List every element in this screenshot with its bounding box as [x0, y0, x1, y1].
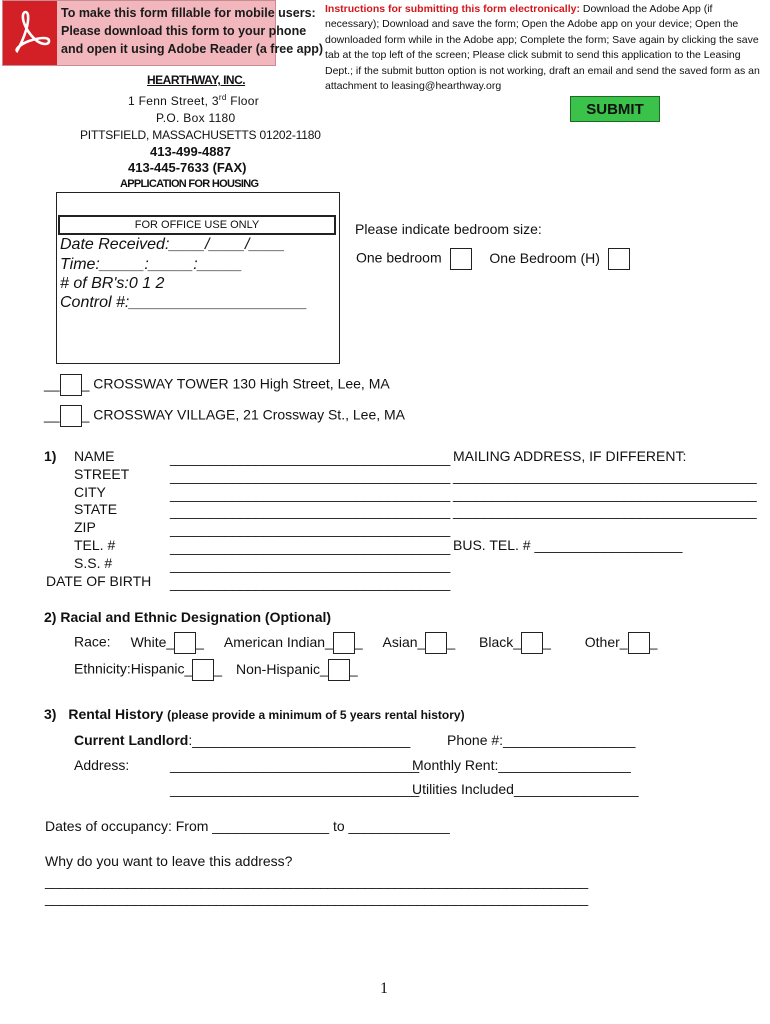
asian-label: Asian	[382, 633, 418, 650]
instructions-heading: Instructions for submitting this form electronically:	[325, 3, 580, 15]
bedroom-one-row	[356, 248, 630, 270]
section-2-title: 2) Racial and Ethnic Designation (Optional)	[44, 609, 332, 625]
org-phone: 413-499-4887	[150, 144, 231, 159]
ethnicity-row	[74, 659, 358, 681]
section-1-number: 1)	[44, 448, 57, 464]
office-date-received: Date Received:____/____/____	[60, 236, 286, 253]
white-checkbox[interactable]	[174, 632, 196, 654]
org-name: HEARTHWAY, INC.	[147, 73, 246, 87]
org-street-sup: rd	[218, 93, 227, 102]
tel-label: TEL. #	[74, 537, 116, 553]
utilities-included-field[interactable]: Utilities Included________________	[412, 781, 639, 797]
instructions-body: Download the Adobe App (if necessary); Download and save the form; Open the Adobe app on your device; Open the downloaded form while in the Adobe app; Complete the form; Save again by clicking the save tab at the top left of the screen; Please click submit to send this application to the Leasing Dept.; if the submit button option is not working, draft an email and send the saved form as an attachment to leasing@hearthway.org	[325, 3, 760, 93]
state-label: STATE	[74, 501, 118, 517]
banner-line: and open it using Adobe Reader (a free app)	[61, 42, 324, 56]
city-field[interactable]: ____________________________________	[170, 486, 451, 502]
race-row	[74, 632, 657, 654]
why-leave-field-1[interactable]: _________________________________________________________________________	[45, 873, 588, 889]
underline: _	[619, 633, 628, 650]
monthly-rent-field[interactable]: Monthly Rent:_________________	[412, 757, 631, 773]
other-checkbox[interactable]	[628, 632, 650, 654]
name-label: NAME	[74, 448, 115, 464]
bedroom-prompt: Please indicate bedroom size:	[355, 221, 542, 237]
rental-history-note: (please provide a minimum of 5 years rental history)	[167, 708, 465, 722]
banner-line: To make this form fillable for mobile users:	[61, 6, 316, 20]
dob-field[interactable]: ____________________________________	[170, 575, 451, 591]
bedroom-one-h-label: One Bedroom (H)	[489, 249, 600, 266]
instructions-text	[325, 2, 765, 94]
one-bedroom-h-checkbox[interactable]	[608, 248, 630, 270]
section-3-number: 3)	[44, 706, 57, 722]
adobe-mobile-banner	[2, 0, 324, 66]
banner-line: Please download this form to your phone	[61, 24, 307, 38]
village-underline: __	[44, 406, 60, 423]
black-label: Black	[479, 633, 514, 650]
black-checkbox[interactable]	[521, 632, 543, 654]
section-3-heading	[44, 706, 465, 722]
tower-underline-trail: _	[81, 375, 94, 392]
tel-field[interactable]: ____________________________________	[170, 539, 451, 555]
property-tower-row	[44, 374, 390, 396]
zip-field[interactable]: ____________________________________	[170, 521, 451, 537]
ss-label: S.S. #	[74, 555, 113, 571]
street-field[interactable]: ____________________________________	[170, 468, 451, 484]
application-title: APPLICATION FOR HOUSING	[120, 178, 259, 190]
underline: _	[354, 633, 363, 650]
bus-tel-field[interactable]: BUS. TEL. # ___________________	[453, 537, 683, 553]
american-indian-label: American Indian	[223, 633, 326, 650]
underline: _	[417, 633, 426, 650]
crossway-tower-label: CROSSWAY TOWER 130 High Street, Lee, MA	[93, 375, 390, 392]
city-label: CITY	[74, 484, 106, 500]
mailing-address-field-1[interactable]: _______________________________________	[453, 468, 757, 484]
org-street	[128, 93, 259, 108]
village-underline-trail: _	[81, 406, 94, 423]
underline: _	[196, 633, 204, 650]
office-brs: # of BR's:0 1 2	[60, 275, 165, 292]
one-bedroom-checkbox[interactable]	[450, 248, 472, 270]
dob-label: DATE OF BIRTH	[46, 573, 152, 589]
ss-field[interactable]: ____________________________________	[170, 557, 451, 573]
org-fax: 413-445-7633 (FAX)	[128, 160, 247, 175]
current-landlord-label: Current Landlord	[74, 732, 189, 748]
tower-underline: __	[44, 375, 60, 392]
landlord-phone-field[interactable]: Phone #:_________________	[447, 732, 636, 748]
banner-text	[61, 4, 323, 58]
underline: _	[649, 633, 658, 650]
office-use-heading: FOR OFFICE USE ONLY	[58, 215, 336, 235]
property-village-row	[44, 405, 405, 427]
underline: _	[214, 660, 223, 677]
underline: _	[543, 633, 551, 650]
why-leave-label: Why do you want to leave this address?	[45, 853, 293, 869]
office-time: Time:_____:_____:_____	[60, 256, 243, 273]
office-control: Control #:____________________	[60, 294, 308, 311]
org-street-floor: Floor	[226, 94, 260, 108]
mailing-address-field-3[interactable]: _______________________________________	[453, 503, 757, 519]
dates-of-occupancy[interactable]: Dates of occupancy: From _______________ to _____________	[45, 818, 450, 834]
underline: _	[349, 660, 358, 677]
page-number: 1	[380, 980, 388, 997]
org-street-main: 1 Fenn Street, 3	[128, 94, 219, 108]
non-hispanic-checkbox[interactable]	[328, 659, 350, 681]
rental-history-title: Rental History	[68, 706, 164, 722]
underline: _	[447, 633, 456, 650]
underline: _	[184, 660, 193, 677]
non-hispanic-label: Non-Hispanic	[235, 660, 321, 677]
bedroom-one-label: One bedroom	[356, 249, 442, 266]
name-field[interactable]: ____________________________________	[170, 450, 451, 466]
crossway-village-label: CROSSWAY VILLAGE, 21 Crossway St., Lee, MA	[93, 406, 406, 423]
underline: _	[325, 633, 333, 650]
underline: _	[513, 633, 522, 650]
state-field[interactable]: ____________________________________	[170, 503, 451, 519]
zip-label: ZIP	[74, 519, 96, 535]
hispanic-checkbox[interactable]	[192, 659, 214, 681]
race-label: Race:	[74, 633, 111, 650]
ethnicity-hispanic-label: Ethnicity:Hispanic	[74, 660, 185, 677]
why-leave-field-2[interactable]: _________________________________________________________________________	[45, 890, 588, 906]
underline: _	[166, 633, 175, 650]
current-landlord-field[interactable]: :____________________________	[188, 732, 411, 748]
crossway-village-checkbox[interactable]	[60, 405, 82, 427]
mailing-address-label: MAILING ADDRESS, IF DIFFERENT:	[453, 448, 687, 464]
asian-checkbox[interactable]	[425, 632, 447, 654]
rental-address-label: Address:	[74, 757, 130, 773]
org-po-box: P.O. Box 1180	[156, 111, 236, 125]
org-city-line: PITTSFIELD, MASSACHUSETTS 01202-1180	[80, 128, 321, 142]
street-label: STREET	[74, 466, 130, 482]
underline: _	[320, 660, 328, 677]
landlord-row	[74, 732, 410, 748]
crossway-tower-checkbox[interactable]	[60, 374, 82, 396]
other-label: Other	[584, 633, 620, 650]
rental-address-field-2[interactable]: ________________________________	[170, 781, 420, 797]
mailing-address-field-2[interactable]: _______________________________________	[453, 486, 757, 502]
white-label: White	[130, 633, 167, 650]
submit-button[interactable]: SUBMIT	[570, 96, 660, 122]
american-indian-checkbox[interactable]	[333, 632, 355, 654]
adobe-reader-icon	[3, 1, 57, 65]
rental-address-field-1[interactable]: ________________________________	[170, 757, 420, 773]
